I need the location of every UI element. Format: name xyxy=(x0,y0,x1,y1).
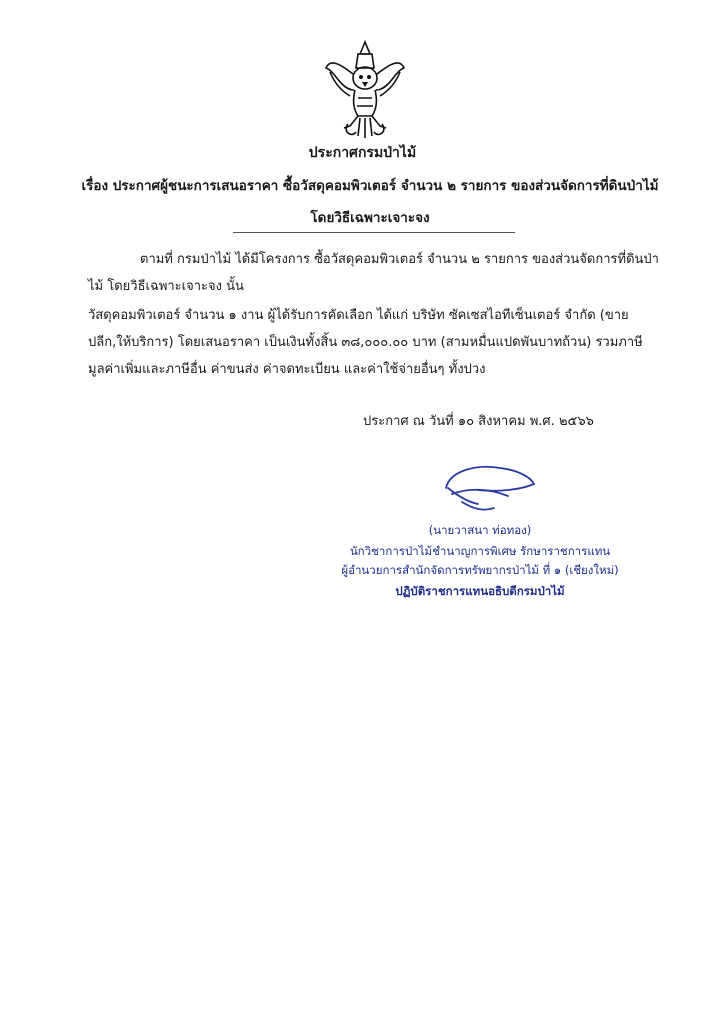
signatory-position-3: ปฏิบัติราชการแทนอธิบดีกรมป่าไม้ xyxy=(395,584,565,598)
divider xyxy=(233,232,515,233)
body-paragraph-2: วัสดุคอมพิวเตอร์ จำนวน ๑ งาน ผู้ได้รับการคัดเลือก ได้แก่ บริษัท ซัคเซสไอทีเซ็นเตอร์ จำกัด (ขายปลีก,ให้บริการ) โดยเสนอราคา เป็นเงินทั้งสิ้น ๓๘,๐๐๐.๐๐ บาท (สามหมื่นแปดพันบาทถ้วน) รวมภาษีมูลค่าเพิ่มและภาษีอื่น ค่าขนส่ง ค่าจดทะเบียน และค่าใช้จ่ายอื่นๆ ทั้งปวง xyxy=(88,308,643,377)
signatory-position-1: นักวิชาการป่าไม้ชำนาญการพิเศษ รักษาราชการแทน xyxy=(349,544,611,558)
issuing-agency-title: ประกาศกรมป่าไม้ xyxy=(308,145,417,161)
garuda-emblem-icon xyxy=(322,38,408,142)
signatory-position-2: ผู้อำนวยการสำนักจัดการทรัพยากรป่าไม้ ที่ ๑ (เชียงใหม่) xyxy=(341,563,619,577)
signatory-name: (นายวาสนา ท่อทอง) xyxy=(428,523,532,537)
announcement-date: ประกาศ ณ วันที่ ๑๐ สิงหาคม พ.ศ. ๒๕๖๖ xyxy=(363,414,594,429)
handwritten-signature xyxy=(438,458,538,516)
body-paragraph-1: ตามที่ กรมป่าไม้ ได้มีโครงการ ซื้อวัสดุคอมพิวเตอร์ จำนวน ๒ รายการ ของส่วนจัดการที่ดินป่าไม้ โดยวิธีเฉพาะเจาะจง นั้น xyxy=(88,252,659,294)
announcement-subject: เรื่อง ประกาศผู้ชนะการเสนอราคา ซื้อวัสดุคอมพิวเตอร์ จำนวน ๒ รายการ ของส่วนจัดการที่ดินป่าไม้ โดยวิธีเฉพาะเจาะจง xyxy=(81,178,659,226)
